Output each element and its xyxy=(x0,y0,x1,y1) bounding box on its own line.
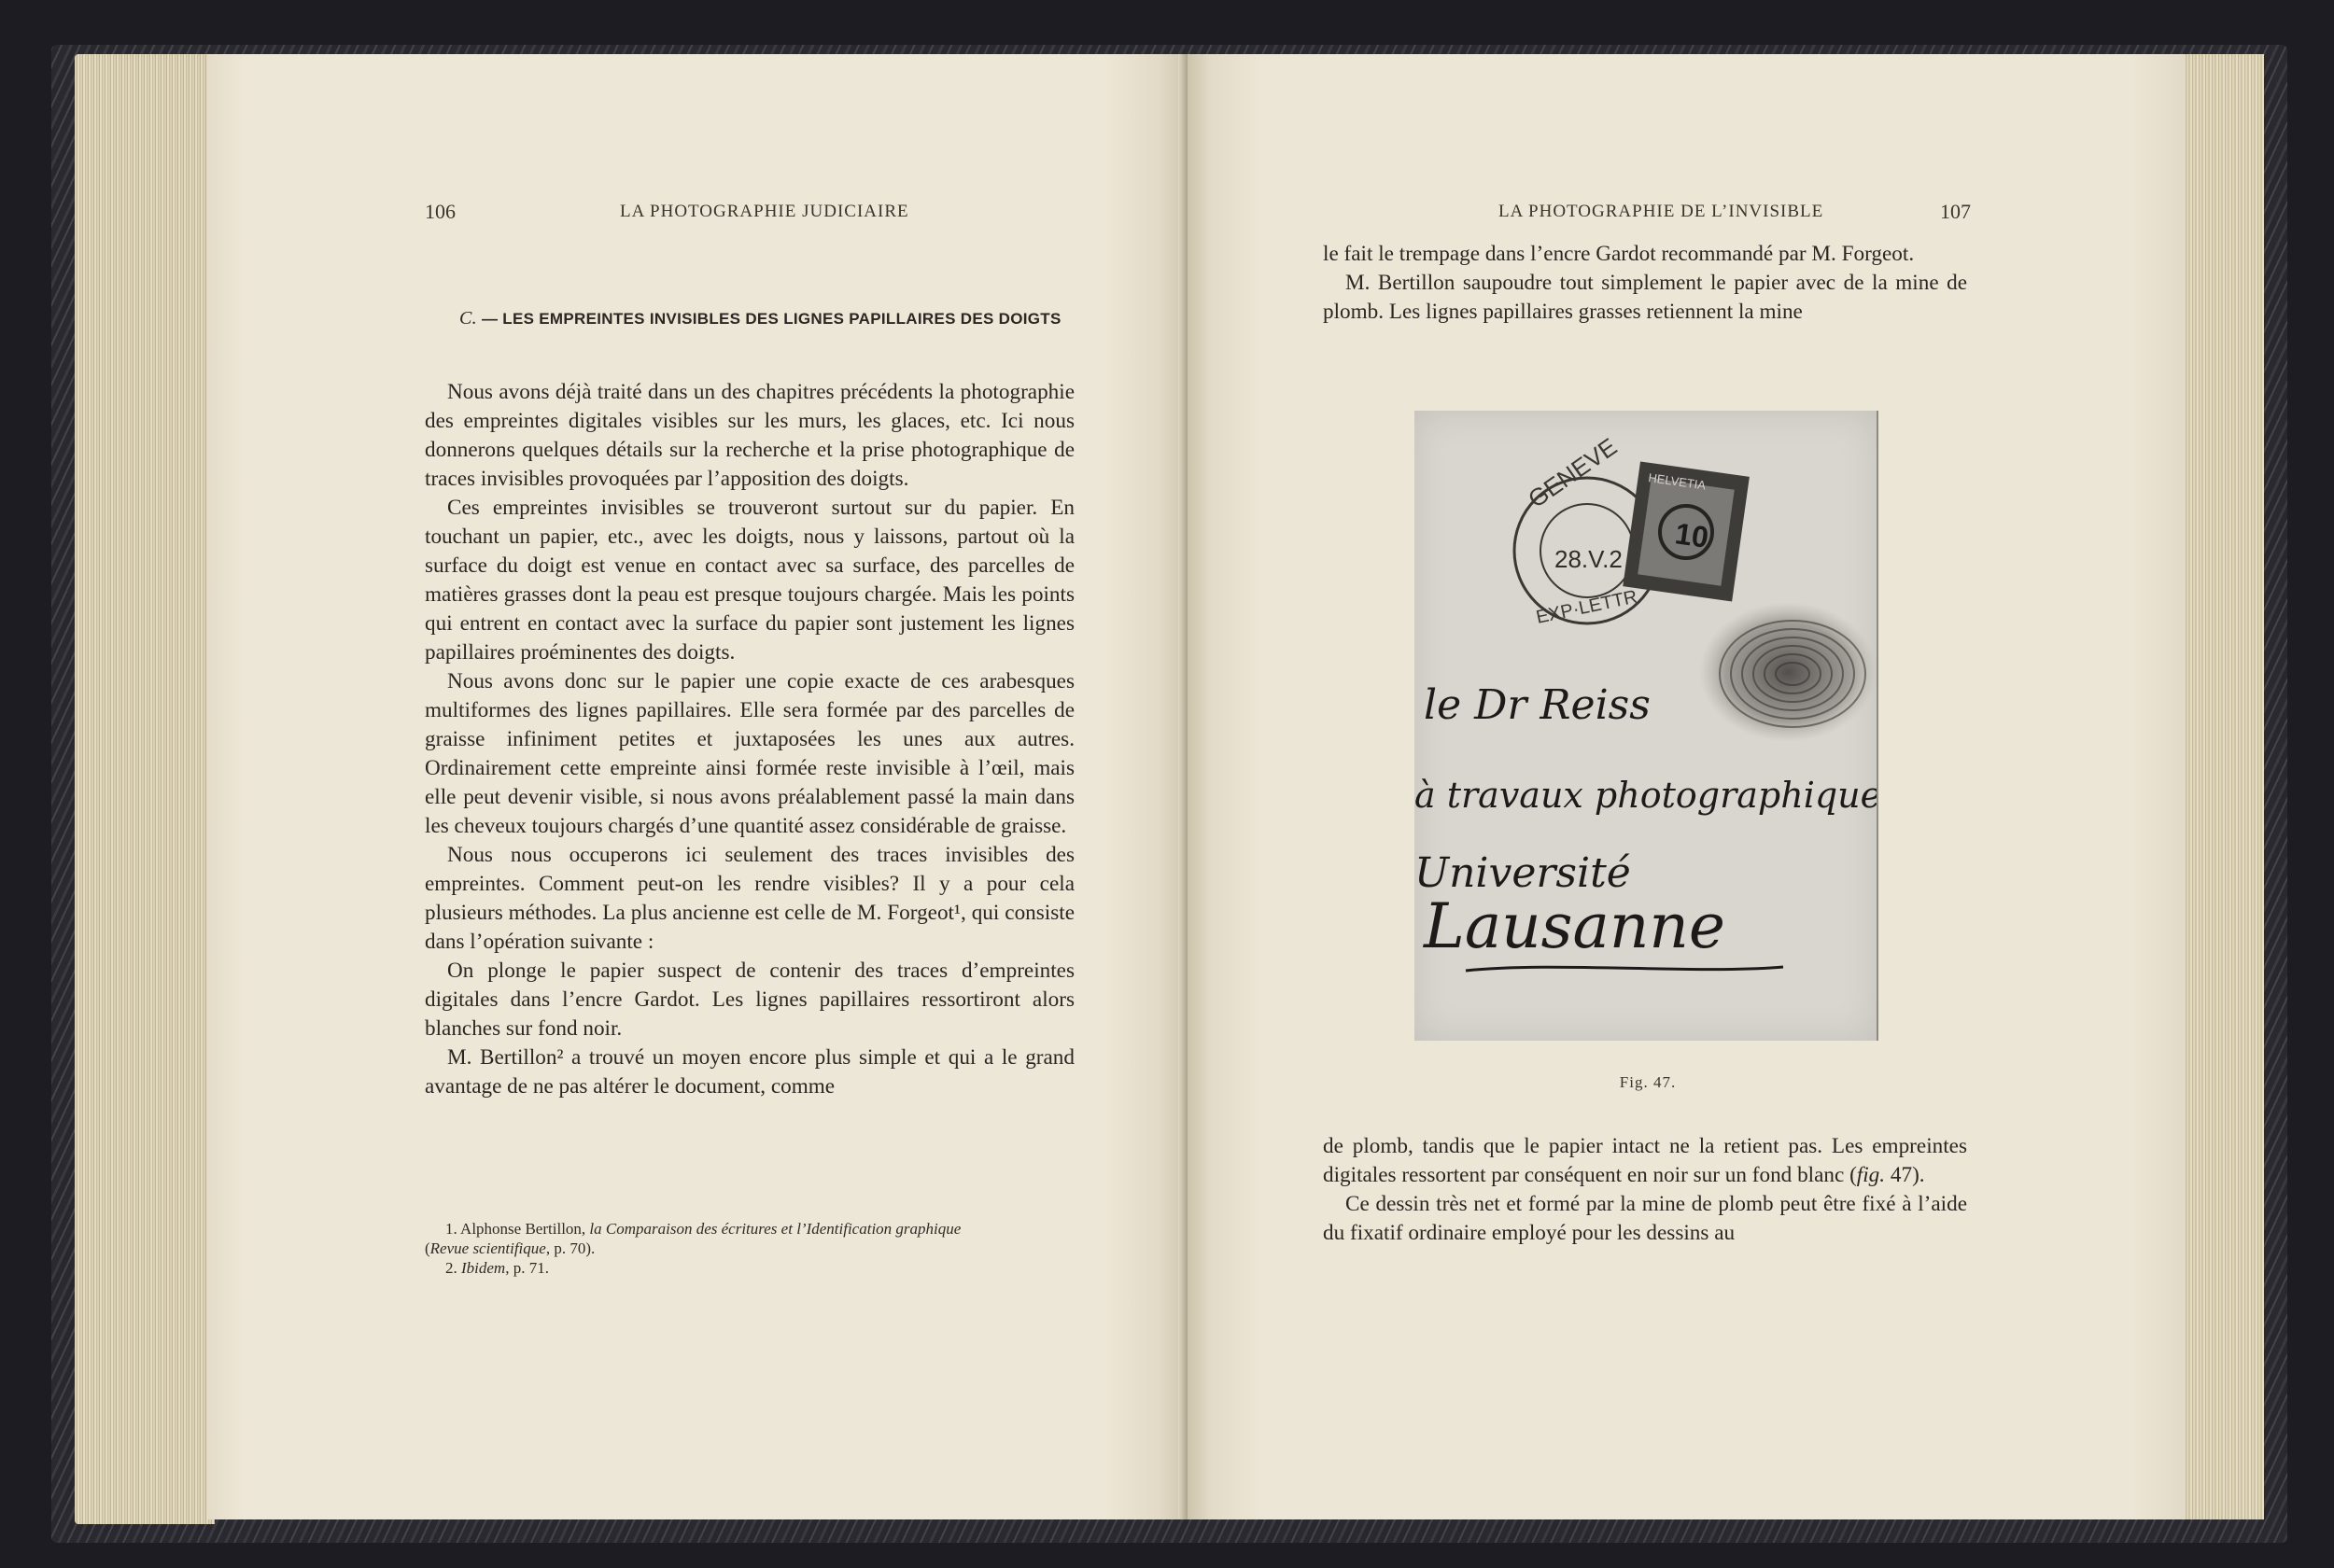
paragraph: Nous avons déjà traité dans un des chapitres précédents la photographie des empreintes digitales visibles sur les murs, les glaces, etc. Ici nous donnerons quelques détails sur la recherche et la prise photographique de traces invisibles provoquées par l’apposition des doigts. xyxy=(425,380,1075,491)
stamp-value: 10 xyxy=(1673,516,1711,554)
handwriting-line: à travaux photographiques xyxy=(1414,775,1877,816)
postmark-date: 28.V.2 xyxy=(1554,545,1623,573)
stamp-country: HELVETIA xyxy=(1647,470,1707,493)
paragraph: Ce dessin très net et formé par la mine de plomb peut être fixé à l’aide du fixatif ordinaire employé pour les dessins au xyxy=(1323,1192,1967,1245)
right-running-head: LA PHOTOGRAPHIE DE L’INVISIBLE xyxy=(1498,202,1824,221)
postmark-city: GENEVE xyxy=(1523,432,1623,513)
paragraph: Nous avons donc sur le papier une copie exacte de ces arabesques multiformes des lignes papillaires. Elle sera formée par des parcelles de graisse infiniment petites et juxtaposées les unes aux autres. Ordinairement cette empreinte ainsi formée reste invisible à l’œil, mais elle peut devenir visible, si nous avons préalablement passé la main dans les cheveux toujours chargés d’une quantité assez considérable de graisse. xyxy=(425,669,1075,838)
footnote: (Revue scientifique, p. 70). xyxy=(425,1239,596,1257)
right-body-text-bottom xyxy=(1323,1132,1967,1248)
footnote: 1. Alphonse Bertillon, la Comparaison des écritures et l’Identification graphique xyxy=(445,1220,962,1238)
figure-47-photograph xyxy=(1414,411,1878,1041)
paragraph: M. Bertillon saupoudre tout simplement le papier avec de la mine de plomb. Les lignes papillaires grasses retiennent la mine xyxy=(1323,271,1967,324)
page-edges-left xyxy=(75,54,215,1524)
paragraph: M. Bertillon² a trouvé un moyen encore plus simple et qui a le grand avantage de ne pas altérer le document, comme xyxy=(425,1045,1075,1099)
handwriting-line: le Dr Reiss xyxy=(1424,681,1651,729)
postmark-lower: EXP·LETTR xyxy=(1534,586,1639,628)
paragraph: de plomb, tandis que le papier intact ne la retient pas. Les empreintes digitales ressortent par conséquent en noir sur un fond blanc (fig. 47). xyxy=(1323,1134,1967,1187)
envelope-photo-svg xyxy=(1414,411,1877,1041)
left-body-text xyxy=(425,378,1075,1101)
section-heading xyxy=(459,308,1066,329)
footnote: 2. Ibidem, p. 71. xyxy=(445,1259,549,1277)
right-body-text-top xyxy=(1323,240,1967,327)
paragraph: Nous nous occuperons ici seulement des traces invisibles des empreintes. Comment peut-on les rendre visibles? Il y a pour cela plusieurs méthodes. La plus ancienne est celle de M. Forgeot¹, qui consiste dans l’opération suivante : xyxy=(425,843,1075,954)
paragraph: le fait le trempage dans l’encre Gardot recommandé par M. Forgeot. xyxy=(1323,242,1915,266)
paragraph: On plonge le papier suspect de contenir des traces d’empreintes digitales dans l’encre Gardot. Les lignes papillaires ressortiront alors blanches sur fond noir. xyxy=(425,959,1075,1041)
page-edges-right xyxy=(2175,54,2264,1519)
figure-caption: Fig. 47. xyxy=(1619,1073,1677,1091)
left-running-head: LA PHOTOGRAPHIE JUDICIAIRE xyxy=(620,202,909,221)
left-page-number: 106 xyxy=(425,200,456,223)
section-letter: C. xyxy=(459,308,477,329)
fingerprint-mark xyxy=(1699,602,1877,742)
right-page-number: 107 xyxy=(1940,200,1971,223)
section-title: — LES EMPREINTES INVISIBLES DES LIGNES PAPILLAIRES DES DOIGTS xyxy=(481,310,1062,328)
footnotes xyxy=(425,1219,1078,1278)
handwriting-line: Lausanne xyxy=(1424,890,1725,962)
paragraph: Ces empreintes invisibles se trouveront surtout sur du papier. En touchant un papier, etc., avec les doigts, nous y laissons, partout où la surface du doigt est venue en contact avec sa surface, des parcelles de matières grasses dont la peau est presque toujours chargée. Mais les points qui entrent en contact avec la surface du papier sont justement les lignes papillaires proéminentes des doigts. xyxy=(425,496,1075,665)
underline-flourish xyxy=(1466,967,1783,971)
handwriting-line: Université xyxy=(1414,849,1631,897)
